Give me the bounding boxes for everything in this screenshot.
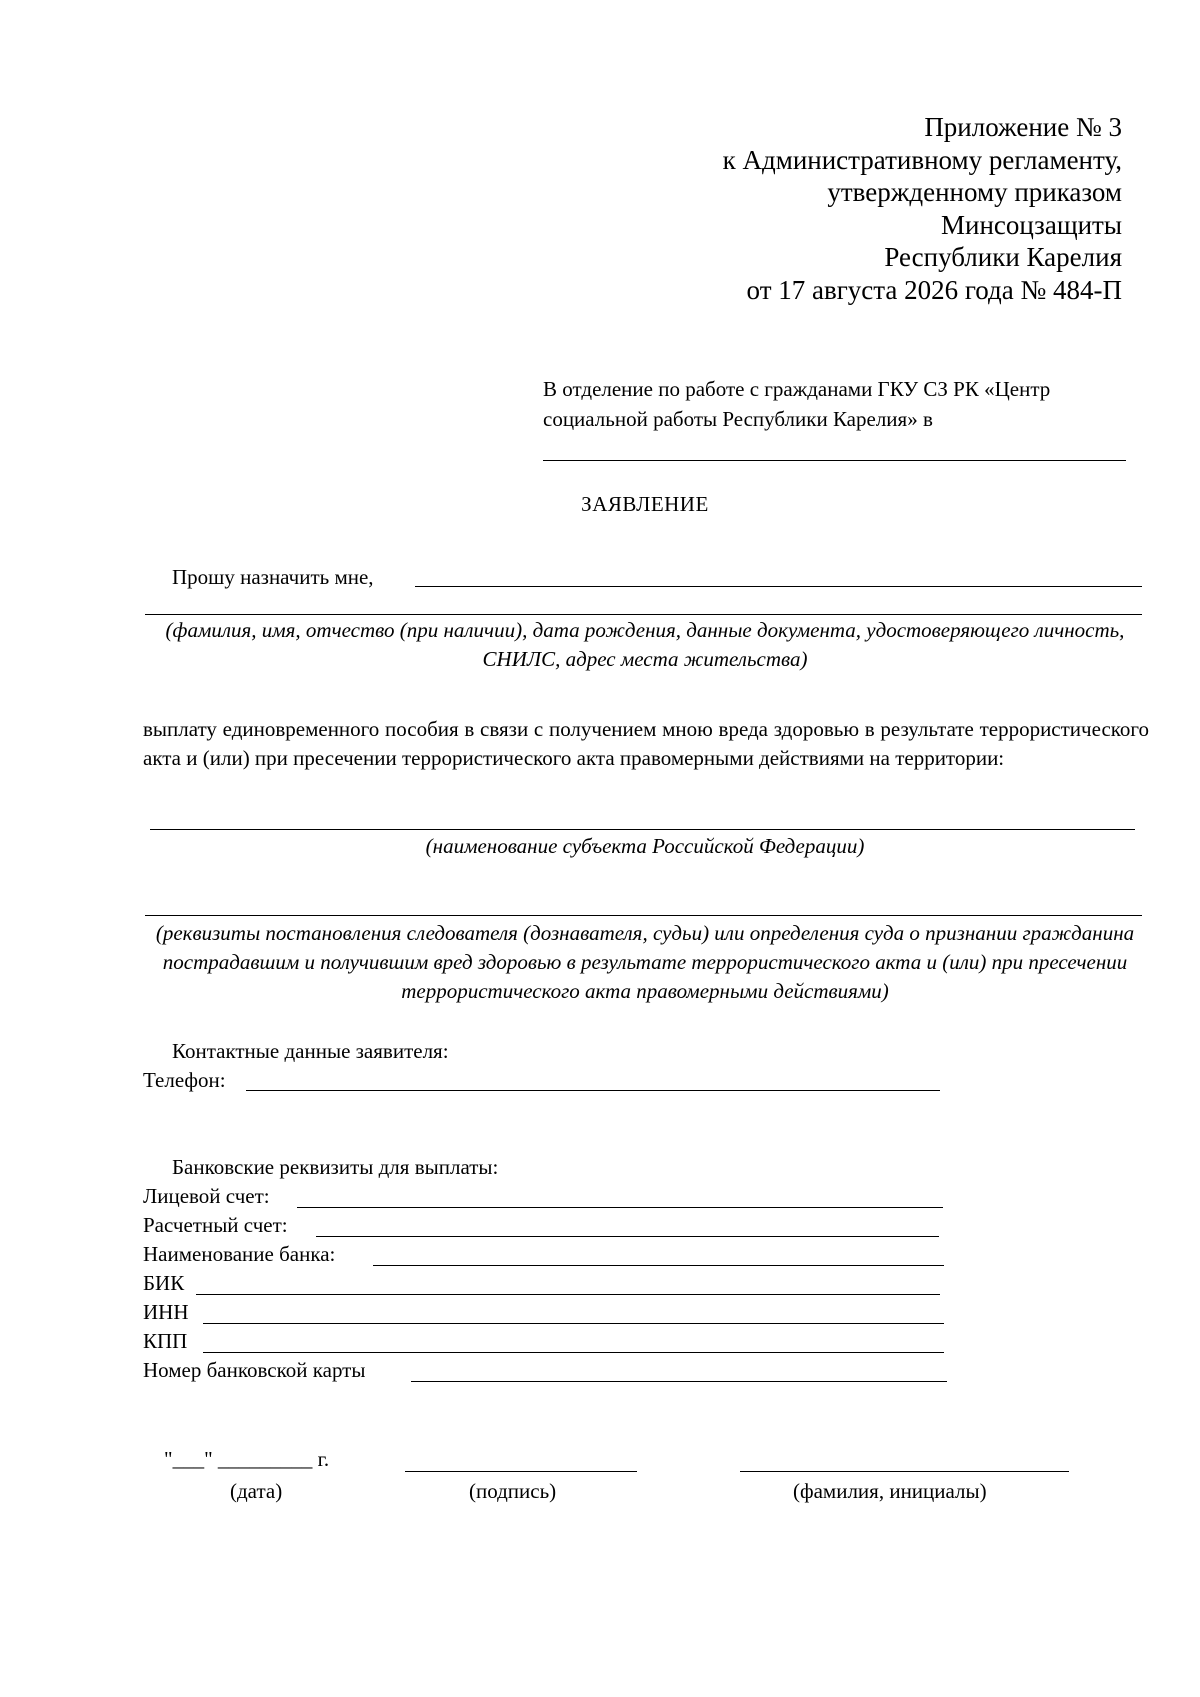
addressee-department-field[interactable]	[543, 460, 1126, 461]
bank-name-field[interactable]	[373, 1265, 944, 1266]
appendix-line: утвержденному приказом	[827, 177, 1122, 207]
addressee-line-2: социальной работы Республики Карелия» в	[543, 407, 933, 431]
date-caption: (дата)	[230, 1479, 283, 1503]
appendix-line: от 17 августа 2026 года № 484-П	[746, 274, 1122, 305]
inn-field[interactable]	[203, 1323, 944, 1324]
signature-caption: (подпись)	[469, 1479, 557, 1503]
bank-name-label: Наименование банка:	[143, 1242, 336, 1266]
document-title: ЗАЯВЛЕНИЕ	[581, 492, 709, 516]
resolution-details-field[interactable]	[145, 915, 1142, 916]
appendix-line: Минсоцзащиты	[941, 209, 1122, 240]
settlement-account-field[interactable]	[316, 1236, 939, 1237]
settlement-account-label: Расчетный счет:	[143, 1213, 288, 1237]
date-field[interactable]: "___" _________ г.	[164, 1447, 330, 1471]
card-number-field[interactable]	[411, 1381, 947, 1382]
bik-field[interactable]	[196, 1294, 940, 1295]
phone-label: Телефон:	[143, 1068, 226, 1092]
appendix-line: Республики Карелия	[884, 242, 1122, 272]
applicant-info-field[interactable]	[415, 586, 1142, 587]
bank-heading: Банковские реквизиты для выплаты:	[172, 1155, 499, 1179]
addressee-block	[543, 374, 1133, 434]
signature-field[interactable]	[405, 1471, 637, 1472]
resolution-details-hint: (реквизиты постановления следователя (дознавателя, судьи) или определения суда о признании гражданина пострадавшим и получившим вред здоровью в результате террористического акта и (или) при пресечении террористического акта правомерными действиями)	[155, 921, 1135, 1003]
applicant-info-hint: (фамилия, имя, отчество (при наличии), дата рождения, данные документа, удостоверяющего личность, СНИЛС, адрес места жительства)	[165, 618, 1125, 671]
full-name-field[interactable]	[740, 1471, 1069, 1472]
addressee-line-1: В отделение по работе с гражданами ГКУ СЗ РК «Центр	[543, 377, 1051, 401]
request-lead: Прошу назначить мне,	[172, 565, 374, 589]
kpp-label: КПП	[143, 1329, 188, 1353]
kpp-field[interactable]	[203, 1352, 944, 1353]
personal-account-field[interactable]	[297, 1207, 943, 1208]
phone-field[interactable]	[246, 1090, 940, 1091]
appendix-header	[723, 111, 1122, 306]
appendix-line: к Административному регламенту,	[722, 144, 1122, 175]
bik-label: БИК	[143, 1271, 185, 1295]
personal-account-label: Лицевой счет:	[143, 1184, 270, 1208]
payment-text: выплату единовременного пособия в связи с получением мною вреда здоровью в результате террористического акта и (или) при пресечении террористического акта правомерными действиями на территории:	[143, 717, 1149, 770]
appendix-line: Приложение № 3	[924, 112, 1122, 142]
contacts-heading: Контактные данные заявителя:	[172, 1039, 449, 1063]
applicant-info-field-line-2[interactable]	[145, 614, 1142, 615]
region-field[interactable]	[150, 829, 1135, 830]
card-number-label: Номер банковской карты	[143, 1358, 366, 1382]
full-name-caption: (фамилия, инициалы)	[793, 1479, 987, 1503]
inn-label: ИНН	[143, 1300, 189, 1324]
region-hint: (наименование субъекта Российской Федерации)	[425, 834, 865, 858]
